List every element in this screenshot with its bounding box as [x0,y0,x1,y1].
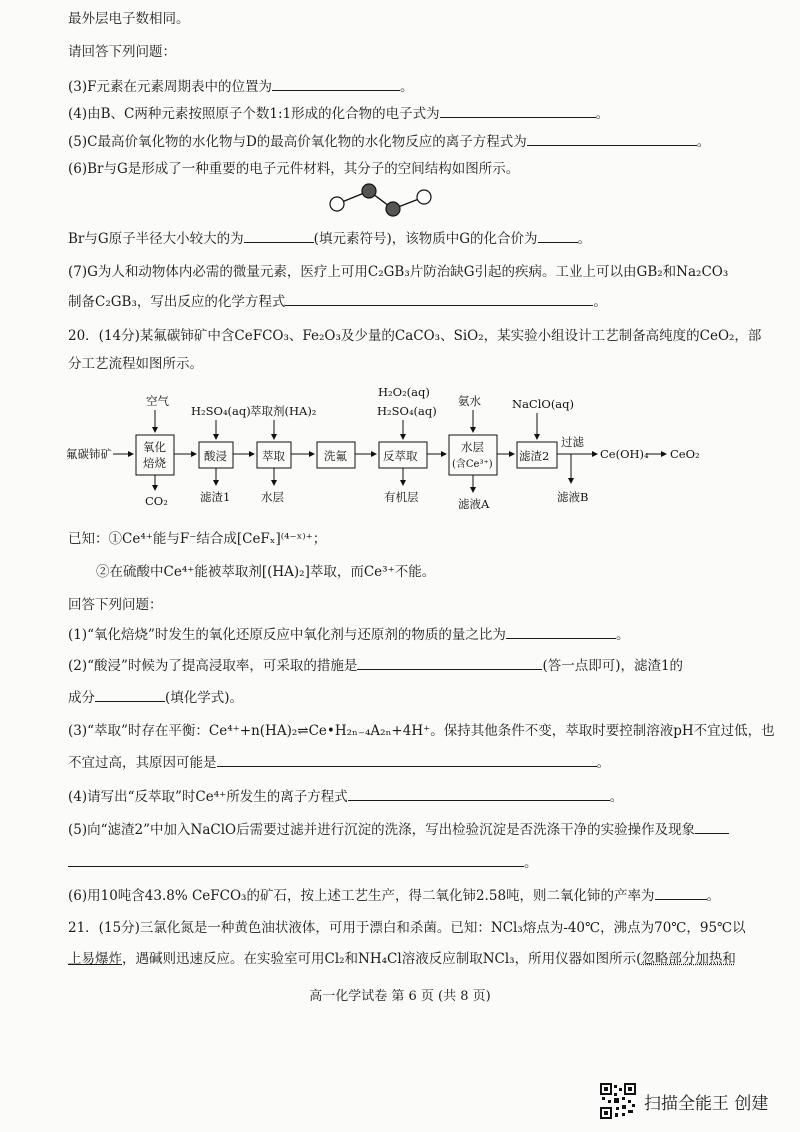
flow-input: 萃取剂(HA)₂ [250,404,317,418]
text-line: 分工艺流程如图所示。 [68,356,203,372]
flow-product: CeO₂ [670,447,700,461]
question-3: (3)F元素在元素周期表中的位置为 。 [68,79,414,95]
answer-blank[interactable] [95,688,165,702]
question-20-4: (4)请写出“反萃取”时Ce⁴⁺所发生的离子方程式 。 [68,789,624,805]
flow-product: Ce(OH)₄ [600,447,649,461]
flow-input: 氨水 [458,394,481,408]
question-6: (6)Br与G是形成了一种重要的电子元件材料，其分子的空间结构如图所示。 [68,161,520,177]
answer-blank[interactable] [695,820,729,834]
answer-blank[interactable] [506,625,616,639]
flow-input: H₂SO₄(aq) [377,404,437,418]
question-6-answer: Br与G原子半径大小较大的为 (填元素符号)，该物质中G的化合价为 。 [68,231,591,247]
question-21-cont: 上易爆炸，遇碱则迅速反应。在实验室可用Cl₂和NH₄Cl溶液反应制取NCl₃，所用仪器如图所示(忽略部分加热和 [68,951,736,967]
br-atom [417,190,431,204]
qr-code-icon [600,1083,636,1119]
flow-input: 空气 [146,394,169,408]
question-21: 21．(15分)三氯化氮是一种黄色油状液体，可用于漂白和杀菌。已知：NCl₃熔点为-40℃，沸点为70℃，95℃以 [68,920,746,936]
question-7: (7)G为人和动物体内必需的微量元素，医疗上可用C₂GB₃片防治缺G引起的疾病。工业上可以由GB₂和Na₂CO₃ [68,264,729,280]
question-20-1: (1)“氧化焙烧”时发生的氧化还原反应中氧化剂与还原剂的物质的量之比为 。 [68,627,630,643]
answer-blank[interactable] [285,292,593,306]
text-line: 最外层电子数相同。 [68,11,190,27]
flow-input: H₂SO₄(aq) [191,404,251,418]
question-20: 20．(14分)某氟碳铈矿中含CeFCO₃、Fe₂O₃及少量的CaCO₃、SiO₂，某实验小组设计工艺制备高纯度的CeO₂，部 [68,328,762,344]
flow-box-label: 滤渣2 [519,449,550,463]
g-atom [386,202,400,216]
answer-blank[interactable] [357,656,542,670]
molecule-structure-diagram [320,183,440,223]
flow-output: 有机层 [384,490,419,504]
text-line: 请回答下列问题： [68,44,176,60]
question-20-2: (2)“酸浸”时候为了提高浸取率，可采取的措施是 (答一点即可)，滤渣1的 [68,658,684,674]
flow-box-label: (含Ce³⁺) [452,459,493,470]
answer-blank[interactable] [244,229,314,243]
question-20-5-cont: 。 [68,853,538,872]
svg-text:氧化: 氧化 [143,440,166,454]
process-flow-diagram [0,380,800,520]
flow-box-label: 水层 [461,440,484,454]
answer-blank[interactable] [440,104,596,118]
flow-box-label: 反萃取 [383,449,418,463]
flow-output: CO₂ [145,494,168,508]
question-20-6: (6)用10吨含43.8% CeFCO₃的矿石，按上述工艺生产，得二氧化铈2.58吨，则二氧化铈的产率为 。 [68,888,721,904]
known-info-1: 已知：①Ce⁴⁺能与F⁻结合成[CeFₓ]⁽⁴⁻ˣ⁾⁺； [68,531,327,547]
svg-text:焙烧: 焙烧 [143,456,166,470]
page-footer: 高一化学试卷 第 6 页 (共 8 页) [309,989,491,1004]
scanner-watermark [600,1083,768,1119]
g-atom [362,184,376,198]
flow-box-label: 萃取 [262,449,285,463]
flow-output: 滤液A [458,497,490,511]
answer-blank[interactable] [538,229,578,243]
scanner-label: 扫描全能王 创建 [644,1093,769,1114]
flow-output: 滤渣1 [200,490,231,504]
question-20-5: (5)向“滤渣2”中加入NaClO后需要过滤并进行沉淀的洗涤，写出检验沉淀是否洗涤干净的实验操作及现象 [68,820,729,839]
answer-blank[interactable] [217,753,597,767]
flow-box-label: 洗氟 [324,449,347,463]
flow-start: 氟碳铈矿 [66,447,112,461]
answer-blank[interactable] [348,787,610,801]
flow-input: NaClO(aq) [512,397,575,411]
flow-output: 水层 [261,490,284,504]
flow-box-label: 酸浸 [204,449,227,463]
flow-output: 滤液B [557,490,589,504]
flow-input: H₂O₂(aq) [378,385,430,399]
known-info-2: ②在硫酸中Ce⁴⁺能被萃取剂[(HA)₂]萃取，而Ce³⁺不能。 [96,564,436,580]
answer-blank[interactable] [527,132,697,146]
question-20-3: (3)“萃取”时存在平衡：Ce⁴⁺+n(HA)₂⇌Ce•H₂ₙ₋₄A₂ₙ+4H⁺。保持其他条件不变，萃取时要控制溶液pH不宜过低，也 [68,723,775,739]
flow-filter-label: 过滤 [561,435,584,449]
br-atom [330,197,344,211]
answer-blank[interactable] [272,77,400,91]
question-4: (4)由B、C两种元素按照原子个数1:1形成的化合物的电子式为 。 [68,106,610,122]
question-5: (5)C最高价氧化物的水化物与D的最高价氧化物的水化物反应的离子方程式为 。 [68,134,711,150]
question-20-3-cont: 不宜过高，其原因可能是 。 [68,755,610,771]
answer-blank[interactable] [655,886,707,900]
text-line: 回答下列问题： [68,597,163,613]
question-20-2-cont: 成分 (填化学式)。 [68,690,244,706]
answer-blank[interactable] [68,853,524,867]
question-7-cont: 制备C₂GB₃，写出反应的化学方程式 。 [68,294,607,310]
